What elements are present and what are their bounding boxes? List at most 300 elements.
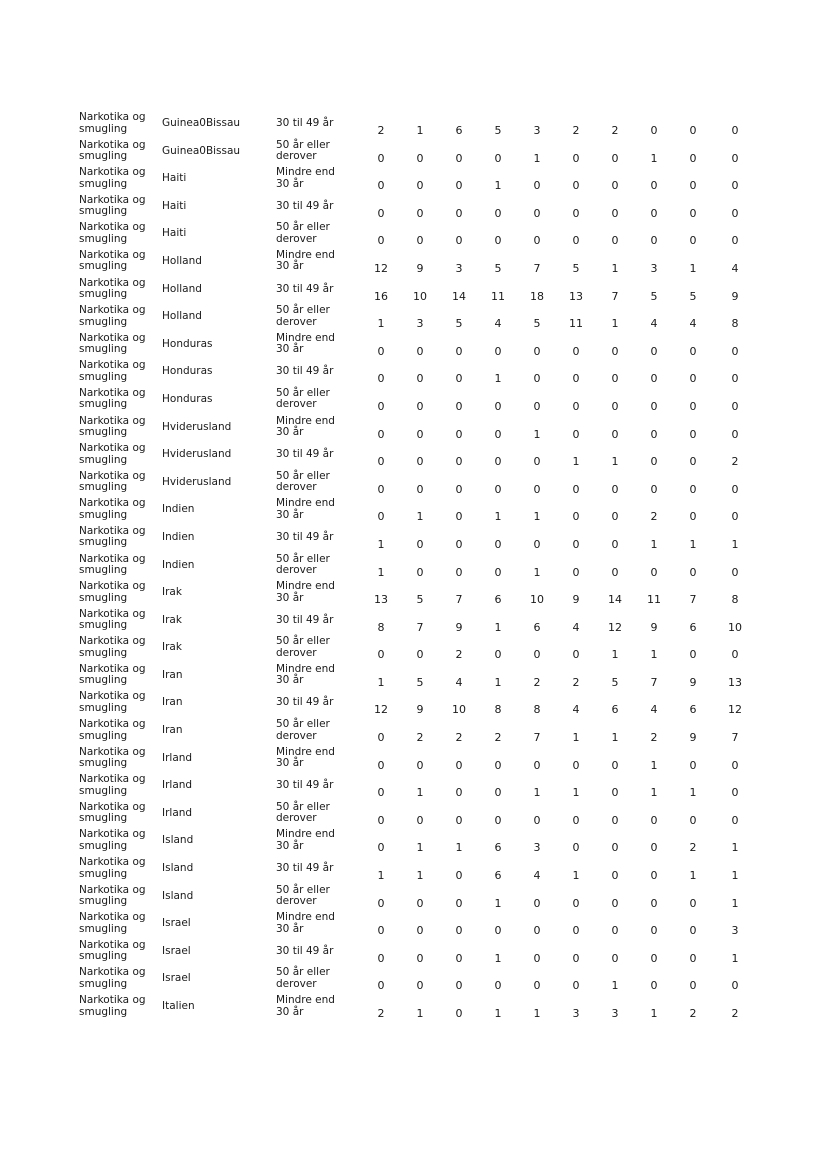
table-row <box>0 746 828 774</box>
count-value: 0 <box>416 372 424 386</box>
table-row <box>0 249 828 277</box>
table-row <box>0 884 828 912</box>
count-value: 9 <box>650 620 658 634</box>
count-value: 0 <box>611 786 619 800</box>
count-value: 2 <box>377 124 385 137</box>
count-value: 0 <box>611 372 619 386</box>
count-value: 13 <box>569 289 583 303</box>
age-group: 30 til 49 år <box>276 199 334 212</box>
count-value: 5 <box>650 289 658 303</box>
count-value: 1 <box>689 786 697 800</box>
table-row <box>0 111 828 139</box>
count-value: 0 <box>689 455 697 469</box>
crime-category: Narkotika og smugling <box>79 331 146 356</box>
count-value: 0 <box>689 951 697 965</box>
count-value: 0 <box>611 399 619 413</box>
table-row <box>0 690 828 718</box>
age-group: 30 til 49 år <box>276 696 334 709</box>
count-value: 1 <box>572 455 580 469</box>
count-value: 0 <box>689 344 697 358</box>
country-name: Holland <box>162 310 202 323</box>
count-value: 9 <box>416 703 424 717</box>
count-value: 0 <box>572 648 580 662</box>
count-value: 0 <box>533 979 541 993</box>
count-value: 1 <box>377 317 385 331</box>
count-value: 4 <box>689 317 697 331</box>
count-value: 1 <box>494 675 502 689</box>
count-value: 0 <box>650 206 658 220</box>
data-table <box>0 111 828 1022</box>
crime-category: Narkotika og smugling <box>79 111 146 135</box>
count-value: 0 <box>455 896 463 910</box>
count-value: 16 <box>374 289 388 303</box>
table-row <box>0 911 828 939</box>
count-value: 0 <box>731 648 739 662</box>
count-value: 1 <box>611 979 619 993</box>
count-value: 0 <box>650 482 658 496</box>
age-group: Mindre end 30 år <box>276 994 335 1018</box>
count-value: 12 <box>608 620 622 634</box>
count-value: 1 <box>494 510 502 524</box>
crime-category: Narkotika og smugling <box>79 856 146 880</box>
count-value: 0 <box>650 813 658 827</box>
count-value: 3 <box>533 841 541 855</box>
country-name: Hviderusland <box>162 475 232 488</box>
table-row <box>0 387 828 415</box>
count-value: 5 <box>455 317 463 331</box>
age-group: 50 år eller derover <box>276 635 330 659</box>
count-value: 6 <box>455 124 463 137</box>
count-value: 1 <box>533 565 541 579</box>
count-value: 1 <box>494 179 502 193</box>
count-value: 0 <box>572 924 580 938</box>
table-row <box>0 359 828 387</box>
count-value: 1 <box>731 896 739 910</box>
crime-category: Narkotika og smugling <box>79 386 146 411</box>
count-value: 7 <box>533 261 541 275</box>
count-value: 0 <box>572 896 580 910</box>
count-value: 1 <box>689 261 697 275</box>
table-row <box>0 277 828 305</box>
count-value: 0 <box>494 399 502 413</box>
count-value: 10 <box>413 289 427 303</box>
table-row <box>0 166 828 194</box>
count-value: 1 <box>533 510 541 524</box>
count-value: 0 <box>533 896 541 910</box>
count-value: 0 <box>416 179 424 193</box>
count-value: 0 <box>689 565 697 579</box>
age-group: 50 år eller derover <box>276 469 330 494</box>
count-value: 0 <box>611 344 619 358</box>
count-value: 0 <box>611 565 619 579</box>
count-value: 0 <box>455 344 463 358</box>
country-name: Guinea0Bissau <box>162 117 241 129</box>
count-value: 0 <box>572 427 580 441</box>
count-value: 7 <box>731 731 739 745</box>
table-row <box>0 608 828 636</box>
count-value: 0 <box>611 924 619 938</box>
count-value: 8 <box>731 317 739 331</box>
count-value: 1 <box>494 372 502 386</box>
table-row <box>0 553 828 581</box>
count-value: 2 <box>650 510 658 524</box>
crime-category: Narkotika og smugling <box>79 221 146 245</box>
count-value: 1 <box>533 427 541 441</box>
count-value: 1 <box>650 758 658 772</box>
count-value: 0 <box>689 206 697 220</box>
table-row <box>0 966 828 994</box>
count-value: 6 <box>494 841 502 855</box>
count-value: 6 <box>689 703 697 717</box>
count-value: 0 <box>533 482 541 496</box>
count-value: 0 <box>494 482 502 496</box>
count-value: 0 <box>611 206 619 220</box>
count-value: 0 <box>455 979 463 993</box>
count-value: 0 <box>455 151 463 165</box>
age-group: 50 år eller derover <box>276 386 330 411</box>
age-group: Mindre end 30 år <box>276 248 335 273</box>
count-value: 0 <box>611 151 619 165</box>
crime-category: Narkotika og smugling <box>79 607 146 632</box>
count-value: 0 <box>689 234 697 248</box>
count-value: 1 <box>611 455 619 469</box>
count-value: 12 <box>374 261 388 275</box>
count-value: 0 <box>377 896 385 910</box>
count-value: 0 <box>455 537 463 551</box>
count-value: 0 <box>455 482 463 496</box>
count-value: 4 <box>572 620 580 634</box>
count-value: 0 <box>689 399 697 413</box>
table-row <box>0 828 828 856</box>
age-group: 50 år eller derover <box>276 304 330 328</box>
count-value: 1 <box>377 675 385 689</box>
count-value: 4 <box>494 317 502 331</box>
count-value: 1 <box>377 869 385 883</box>
count-value: 5 <box>416 593 424 607</box>
count-value: 10 <box>728 620 742 634</box>
count-value: 0 <box>533 813 541 827</box>
table-row <box>0 663 828 691</box>
table-row <box>0 304 828 332</box>
count-value: 2 <box>377 1007 385 1020</box>
table-row <box>0 718 828 746</box>
count-value: 1 <box>416 510 424 524</box>
count-value: 0 <box>377 482 385 496</box>
count-value: 1 <box>416 1007 424 1020</box>
count-value: 0 <box>689 648 697 662</box>
count-value: 0 <box>416 951 424 965</box>
country-name: Hviderusland <box>162 420 232 433</box>
count-value: 0 <box>731 151 739 165</box>
count-value: 0 <box>533 344 541 358</box>
country-name: Haiti <box>162 199 187 212</box>
count-value: 10 <box>530 593 544 607</box>
count-value: 0 <box>572 758 580 772</box>
count-value: 9 <box>416 261 424 275</box>
count-value: 3 <box>533 124 541 137</box>
count-value: 0 <box>650 896 658 910</box>
table-row <box>0 470 828 498</box>
count-value: 14 <box>452 289 466 303</box>
count-value: 0 <box>416 537 424 551</box>
count-value: 0 <box>533 648 541 662</box>
count-value: 0 <box>611 179 619 193</box>
crime-category: Narkotika og smugling <box>79 276 146 301</box>
country-name: Holland <box>162 254 202 267</box>
count-value: 1 <box>416 869 424 883</box>
table-row <box>0 773 828 801</box>
count-value: 0 <box>494 455 502 469</box>
count-value: 3 <box>416 317 424 331</box>
count-value: 0 <box>377 648 385 662</box>
count-value: 1 <box>650 151 658 165</box>
count-value: 0 <box>377 372 385 386</box>
crime-category: Narkotika og smugling <box>79 469 146 494</box>
count-value: 0 <box>455 869 463 883</box>
country-name: Haiti <box>162 172 187 185</box>
count-value: 0 <box>731 179 739 193</box>
count-value: 0 <box>533 758 541 772</box>
count-value: 0 <box>494 979 502 993</box>
count-value: 9 <box>731 289 739 303</box>
crime-category: Narkotika og smugling <box>79 580 146 604</box>
count-value: 0 <box>494 234 502 248</box>
crime-category: Narkotika og smugling <box>79 552 146 576</box>
count-value: 3 <box>455 261 463 275</box>
count-value: 0 <box>572 151 580 165</box>
count-value: 0 <box>494 924 502 938</box>
count-value: 0 <box>731 124 739 137</box>
count-value: 0 <box>377 179 385 193</box>
crime-category: Narkotika og smugling <box>79 911 146 935</box>
age-group: Mindre end 30 år <box>276 331 335 356</box>
count-value: 0 <box>416 896 424 910</box>
count-value: 1 <box>650 786 658 800</box>
table-row <box>0 525 828 553</box>
count-value: 1 <box>494 896 502 910</box>
age-group: 50 år eller derover <box>276 800 330 825</box>
count-value: 1 <box>572 786 580 800</box>
count-value: 0 <box>416 758 424 772</box>
count-value: 0 <box>377 951 385 965</box>
count-value: 0 <box>611 427 619 441</box>
count-value: 1 <box>416 124 424 137</box>
crime-category: Narkotika og smugling <box>79 883 146 908</box>
count-value: 0 <box>572 813 580 827</box>
count-value: 0 <box>377 841 385 855</box>
crime-category: Narkotika og smugling <box>79 966 146 990</box>
count-value: 0 <box>689 372 697 386</box>
count-value: 7 <box>689 593 697 607</box>
count-value: 0 <box>731 813 739 827</box>
crime-category: Narkotika og smugling <box>79 828 146 852</box>
crime-category: Narkotika og smugling <box>79 166 146 190</box>
count-value: 0 <box>731 482 739 496</box>
country-name: Guinea0Bissau <box>162 144 241 157</box>
count-value: 5 <box>572 261 580 275</box>
crime-category: Narkotika og smugling <box>79 138 146 163</box>
count-value: 0 <box>572 234 580 248</box>
count-value: 0 <box>611 234 619 248</box>
crime-category: Narkotika og smugling <box>79 690 146 714</box>
count-value: 0 <box>416 399 424 413</box>
table-row <box>0 194 828 222</box>
age-group: Mindre end 30 år <box>276 497 335 521</box>
count-value: 0 <box>455 565 463 579</box>
count-value: 18 <box>530 289 544 303</box>
count-value: 0 <box>377 813 385 827</box>
count-value: 9 <box>689 731 697 745</box>
count-value: 2 <box>455 731 463 745</box>
count-value: 0 <box>731 510 739 524</box>
count-value: 0 <box>731 758 739 772</box>
count-value: 0 <box>533 372 541 386</box>
age-group: Mindre end 30 år <box>276 662 335 687</box>
count-value: 0 <box>533 234 541 248</box>
count-value: 6 <box>533 620 541 634</box>
table-row <box>0 332 828 360</box>
table-row <box>0 580 828 608</box>
count-value: 0 <box>650 565 658 579</box>
age-group: 30 til 49 år <box>276 365 334 378</box>
crime-category: Narkotika og smugling <box>79 773 146 797</box>
age-group: 30 til 49 år <box>276 448 334 461</box>
count-value: 0 <box>455 372 463 386</box>
count-value: 0 <box>731 399 739 413</box>
count-value: 0 <box>455 399 463 413</box>
count-value: 9 <box>689 675 697 689</box>
count-value: 0 <box>572 206 580 220</box>
country-name: Iran <box>162 668 183 681</box>
count-value: 0 <box>650 427 658 441</box>
table-row <box>0 221 828 249</box>
count-value: 1 <box>416 786 424 800</box>
age-group: Mindre end 30 år <box>276 414 335 439</box>
age-group: 30 til 49 år <box>276 779 334 792</box>
count-value: 0 <box>572 841 580 855</box>
country-name: Honduras <box>162 392 213 405</box>
count-value: 0 <box>572 510 580 524</box>
count-value: 0 <box>689 813 697 827</box>
count-value: 0 <box>650 179 658 193</box>
count-value: 0 <box>455 924 463 938</box>
country-name: Iran <box>162 724 183 737</box>
count-value: 8 <box>494 703 502 717</box>
count-value: 0 <box>377 731 385 745</box>
count-value: 0 <box>494 537 502 551</box>
age-group: Mindre end 30 år <box>276 166 335 190</box>
count-value: 0 <box>572 979 580 993</box>
count-value: 0 <box>572 399 580 413</box>
crime-category: Narkotika og smugling <box>79 800 146 825</box>
count-value: 0 <box>689 896 697 910</box>
count-value: 0 <box>455 234 463 248</box>
count-value: 0 <box>416 151 424 165</box>
count-value: 8 <box>377 620 385 634</box>
count-value: 0 <box>650 455 658 469</box>
country-name: Haiti <box>162 227 187 240</box>
crime-category: Narkotika og smugling <box>79 414 146 439</box>
country-name: Iran <box>162 696 183 709</box>
age-group: 50 år eller derover <box>276 552 330 576</box>
count-value: 11 <box>569 317 583 331</box>
count-value: 0 <box>377 427 385 441</box>
count-value: 0 <box>611 841 619 855</box>
count-value: 1 <box>689 869 697 883</box>
count-value: 10 <box>452 703 466 717</box>
count-value: 1 <box>731 841 739 855</box>
count-value: 2 <box>650 731 658 745</box>
count-value: 12 <box>374 703 388 717</box>
count-value: 1 <box>455 841 463 855</box>
count-value: 2 <box>689 1007 697 1020</box>
count-value: 11 <box>491 289 505 303</box>
age-group: 30 til 49 år <box>276 944 334 957</box>
country-name: Island <box>162 889 194 902</box>
count-value: 0 <box>377 758 385 772</box>
count-value: 0 <box>611 813 619 827</box>
count-value: 0 <box>455 206 463 220</box>
country-name: Honduras <box>162 365 213 378</box>
crime-category: Narkotika og smugling <box>79 662 146 687</box>
country-name: Island <box>162 862 194 875</box>
count-value: 0 <box>689 151 697 165</box>
count-value: 1 <box>572 869 580 883</box>
crime-category: Narkotika og smugling <box>79 745 146 770</box>
count-value: 0 <box>455 813 463 827</box>
count-value: 3 <box>572 1007 580 1020</box>
count-value: 8 <box>533 703 541 717</box>
count-value: 2 <box>494 731 502 745</box>
age-group: Mindre end 30 år <box>276 745 335 770</box>
count-value: 7 <box>416 620 424 634</box>
count-value: 0 <box>416 482 424 496</box>
age-group: 30 til 49 år <box>276 282 334 295</box>
count-value: 0 <box>377 786 385 800</box>
country-name: Irland <box>162 751 193 764</box>
count-value: 0 <box>689 482 697 496</box>
count-value: 0 <box>377 510 385 524</box>
count-value: 2 <box>572 675 580 689</box>
count-value: 0 <box>494 206 502 220</box>
count-value: 0 <box>572 179 580 193</box>
count-value: 0 <box>650 841 658 855</box>
count-value: 4 <box>572 703 580 717</box>
age-group: Mindre end 30 år <box>276 828 335 852</box>
table-row <box>0 994 828 1022</box>
count-value: 8 <box>731 593 739 607</box>
count-value: 0 <box>455 510 463 524</box>
country-name: Israel <box>162 944 191 957</box>
count-value: 0 <box>416 206 424 220</box>
count-value: 1 <box>650 648 658 662</box>
count-value: 0 <box>533 455 541 469</box>
crime-category: Narkotika og smugling <box>79 718 146 742</box>
age-group: Mindre end 30 år <box>276 911 335 935</box>
table-row <box>0 442 828 470</box>
count-value: 7 <box>455 593 463 607</box>
count-value: 0 <box>572 344 580 358</box>
count-value: 4 <box>731 261 739 275</box>
count-value: 6 <box>689 620 697 634</box>
country-name: Irak <box>162 641 182 654</box>
count-value: 0 <box>455 758 463 772</box>
count-value: 2 <box>455 648 463 662</box>
count-value: 0 <box>416 344 424 358</box>
country-name: Irak <box>162 586 182 599</box>
count-value: 0 <box>731 427 739 441</box>
count-value: 0 <box>650 344 658 358</box>
